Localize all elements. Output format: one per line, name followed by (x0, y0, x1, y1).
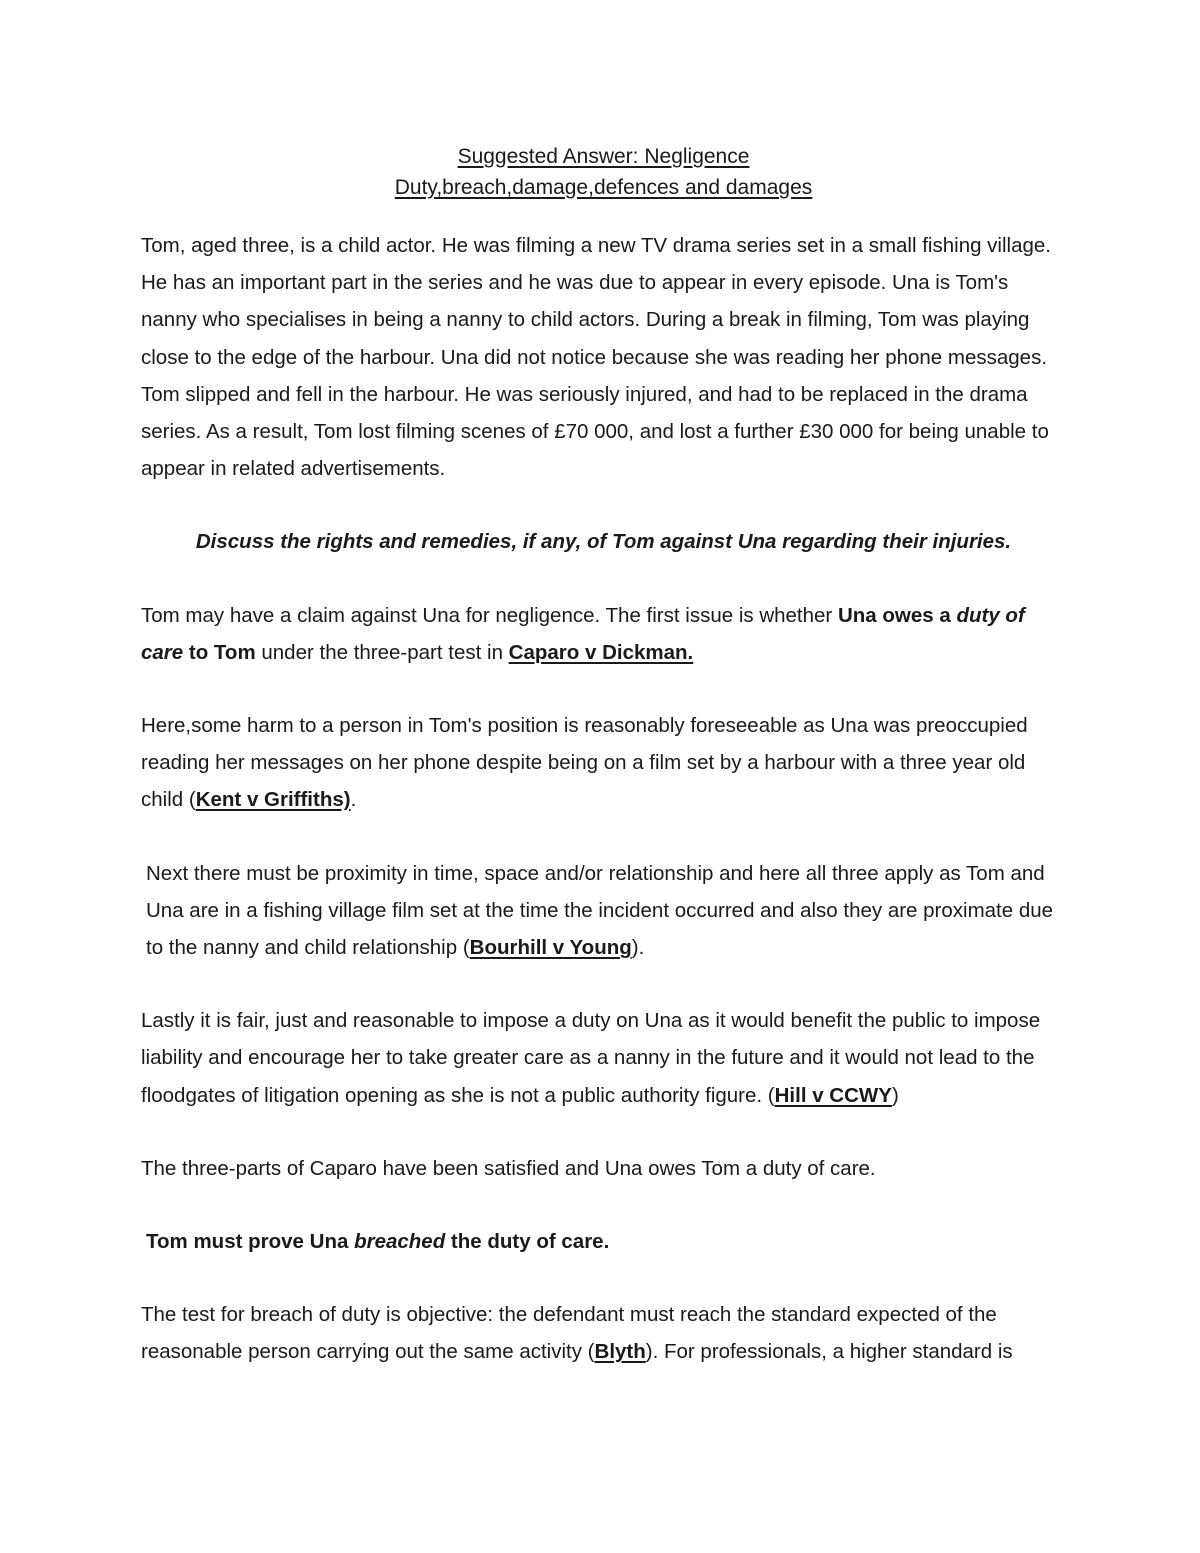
duty-text-2: under the three-part test in (255, 640, 509, 664)
duty-bold-2: to Tom (183, 640, 256, 664)
case-kent: Kent v Griffiths) (195, 788, 351, 812)
breach-test-paragraph (141, 1296, 1066, 1370)
breach-bold-2: the duty of care. (445, 1230, 610, 1254)
foreseeability-text-1: Here,some harm to a person in Tom's position is reasonably foreseeable as Una was preoccupied reading her messages on her phone despite being on a film set by a harbour with a three year old child ( (141, 714, 1028, 812)
case-bourhill: Bourhill v Young (469, 936, 632, 960)
foreseeability-text-2: . (350, 788, 357, 812)
breach-test-text-2: ). For professionals, a higher standard is (645, 1340, 1013, 1364)
breach-test-text-1: The test for breach of duty is objective: the defendant must reach the standard expected of the reasonable person carrying out the same activity ( (141, 1303, 997, 1364)
proximity-text-2: ). (631, 936, 645, 960)
duty-bold-italic: duty of care (141, 603, 1025, 664)
case-blyth: Blyth (594, 1340, 646, 1364)
question-heading: Discuss the rights and remedies, if any, of Tom against Una regarding their injuries. (195, 530, 1012, 554)
duty-paragraph (141, 597, 1066, 671)
facts-paragraph: Tom, aged three, is a child actor. He was filming a new TV drama series set in a small fishing village. He has an important part in the series and he was due to appear in every episode. Una is Tom's nanny who specialises in being a nanny to child actors. During a break in filming, Tom was playing close to the edge of the harbour. Una did not notice because she was reading her phone messages. Tom slipped and fell in the harbour. He was seriously injured, and had to be replaced in the drama series. As a result, Tom lost filming scenes of £70 000, and lost a further £30 000 for being unable to appear in related advertisements. (141, 234, 1051, 481)
breach-bold-1: Tom must prove Una (146, 1230, 355, 1254)
document-body (141, 141, 1066, 1407)
breach-heading (141, 1223, 1066, 1260)
fair-just-text-2: ) (891, 1083, 899, 1107)
fair-just-paragraph (141, 1002, 1066, 1114)
duty-text-1: Tom may have a claim against Una for negligence. The first issue is whether (141, 603, 838, 627)
case-hill: Hill v CCWY (774, 1083, 892, 1107)
case-caparo: Caparo v Dickman. (508, 640, 694, 664)
duty-bold-1: Una owes a (837, 603, 957, 627)
caparo-conclusion-paragraph: The three-parts of Caparo have been satisfied and Una owes Tom a duty of care. (141, 1156, 876, 1180)
foreseeability-paragraph (141, 707, 1066, 819)
fair-just-text-1: Lastly it is fair, just and reasonable to impose a duty on Una as it would benefit the public to impose liability and encourage her to take greater care as a nanny in the future and it would not lead to the floodgates of litigation opening as she is not a public authority figure. ( (141, 1009, 1041, 1107)
document-title (141, 141, 1066, 203)
breach-bold-italic: breached (354, 1230, 446, 1254)
proximity-paragraph (141, 855, 1066, 967)
proximity-text-1: Next there must be proximity in time, space and/or relationship and here all three apply as Tom and Una are in a fishing village film set at the time the incident occurred and also they are proximate due to the nanny and child relationship ( (146, 861, 1054, 960)
title-line-2: Duty,breach,damage,defences and damages (394, 176, 813, 199)
title-line-1: Suggested Answer: Negligence (457, 145, 750, 168)
